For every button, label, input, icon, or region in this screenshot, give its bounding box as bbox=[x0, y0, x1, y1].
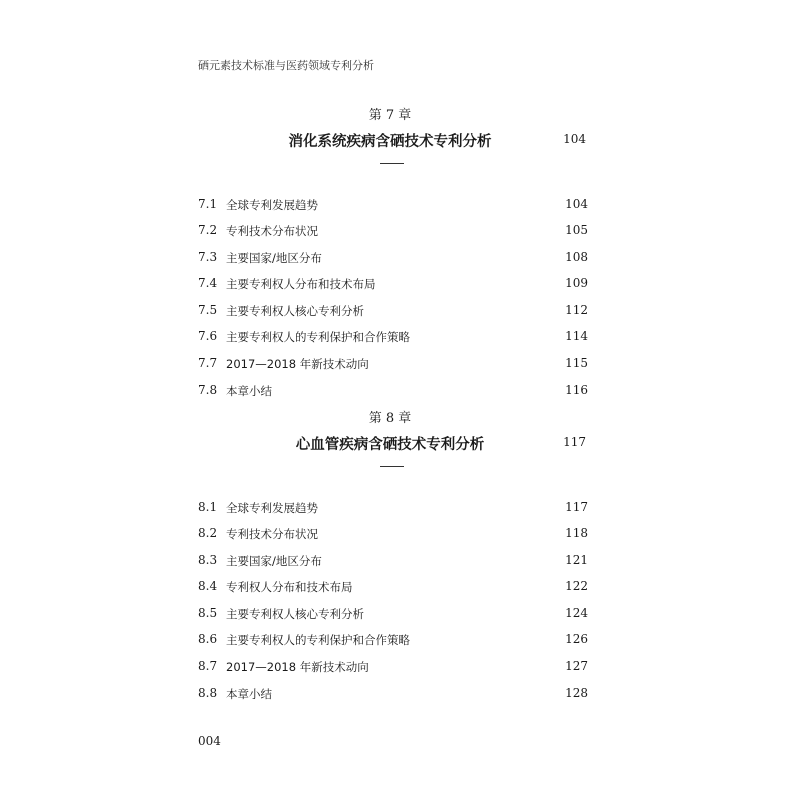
section-title: 主要专利权人核心专利分析 bbox=[226, 304, 364, 318]
section-page: 108 bbox=[565, 250, 588, 264]
section-title: 主要专利权人分布和技术布局 bbox=[226, 277, 376, 291]
section-title: 主要专利权人核心专利分析 bbox=[226, 607, 364, 621]
toc-row[interactable] bbox=[198, 579, 588, 595]
toc-row[interactable] bbox=[198, 686, 588, 702]
section-page: 114 bbox=[565, 329, 588, 343]
section-number: 8.7 bbox=[198, 659, 218, 673]
toc-row[interactable] bbox=[198, 303, 588, 319]
toc-row[interactable] bbox=[198, 197, 588, 213]
toc-row[interactable] bbox=[198, 383, 588, 399]
section-number: 8.4 bbox=[198, 579, 218, 593]
section-title: 专利技术分布状况 bbox=[226, 224, 318, 238]
section-page: 127 bbox=[565, 659, 588, 673]
section-title: 全球专利发展趋势 bbox=[226, 198, 318, 212]
section-number: 8.2 bbox=[198, 526, 218, 540]
chapter-page: 104 bbox=[563, 132, 586, 146]
section-page: 124 bbox=[565, 606, 588, 620]
chapter-rule bbox=[380, 163, 404, 164]
section-title: 主要国家/地区分布 bbox=[226, 251, 322, 265]
section-title: 专利权人分布和技术布局 bbox=[226, 580, 353, 594]
running-head: 硒元素技术标准与医药领域专利分析 bbox=[198, 59, 374, 72]
toc-row[interactable] bbox=[198, 632, 588, 648]
section-page: 115 bbox=[565, 356, 588, 370]
section-number: 7.2 bbox=[198, 223, 218, 237]
section-page: 117 bbox=[565, 500, 588, 514]
section-page: 116 bbox=[565, 383, 588, 397]
section-title: 2017—2018 年新技术动向 bbox=[226, 660, 369, 674]
toc-row[interactable] bbox=[198, 356, 588, 372]
page-number: 004 bbox=[198, 734, 221, 748]
section-page: 109 bbox=[565, 276, 588, 290]
toc-row[interactable] bbox=[198, 659, 588, 675]
section-number: 7.8 bbox=[198, 383, 218, 397]
section-page: 105 bbox=[565, 223, 588, 237]
section-number: 7.3 bbox=[198, 250, 218, 264]
chapter-label: 第 7 章 bbox=[368, 108, 412, 123]
section-title: 专利技术分布状况 bbox=[226, 527, 318, 541]
section-title: 本章小结 bbox=[226, 687, 272, 701]
section-page: 126 bbox=[565, 632, 588, 646]
section-page: 128 bbox=[565, 686, 588, 700]
section-number: 7.5 bbox=[198, 303, 218, 317]
section-page: 118 bbox=[565, 526, 588, 540]
section-title: 2017—2018 年新技术动向 bbox=[226, 357, 369, 371]
section-title: 主要专利权人的专利保护和合作策略 bbox=[226, 330, 410, 344]
section-title: 主要国家/地区分布 bbox=[226, 554, 322, 568]
section-number: 7.6 bbox=[198, 329, 218, 343]
section-number: 7.1 bbox=[198, 197, 218, 211]
chapter-label: 第 8 章 bbox=[368, 411, 412, 426]
section-title: 全球专利发展趋势 bbox=[226, 501, 318, 515]
toc-row[interactable] bbox=[198, 526, 588, 542]
toc-row[interactable] bbox=[198, 250, 588, 266]
section-title: 本章小结 bbox=[226, 384, 272, 398]
chapter-page: 117 bbox=[563, 435, 586, 449]
section-title: 主要专利权人的专利保护和合作策略 bbox=[226, 633, 410, 647]
chapter-title: 心血管疾病含硒技术专利分析 bbox=[295, 437, 485, 453]
section-page: 121 bbox=[565, 553, 588, 567]
section-page: 112 bbox=[565, 303, 588, 317]
chapter-title: 消化系统疾病含硒技术专利分析 bbox=[288, 134, 492, 150]
section-page: 122 bbox=[565, 579, 588, 593]
toc-row[interactable] bbox=[198, 329, 588, 345]
toc-row[interactable] bbox=[198, 500, 588, 516]
toc-row[interactable] bbox=[198, 276, 588, 292]
section-number: 8.5 bbox=[198, 606, 218, 620]
section-number: 7.4 bbox=[198, 276, 218, 290]
chapter-rule bbox=[380, 466, 404, 467]
section-number: 8.6 bbox=[198, 632, 218, 646]
toc-row[interactable] bbox=[198, 606, 588, 622]
section-number: 8.3 bbox=[198, 553, 218, 567]
section-page: 104 bbox=[565, 197, 588, 211]
toc-row[interactable] bbox=[198, 553, 588, 569]
section-number: 7.7 bbox=[198, 356, 218, 370]
toc-row[interactable] bbox=[198, 223, 588, 239]
section-number: 8.8 bbox=[198, 686, 218, 700]
section-number: 8.1 bbox=[198, 500, 218, 514]
